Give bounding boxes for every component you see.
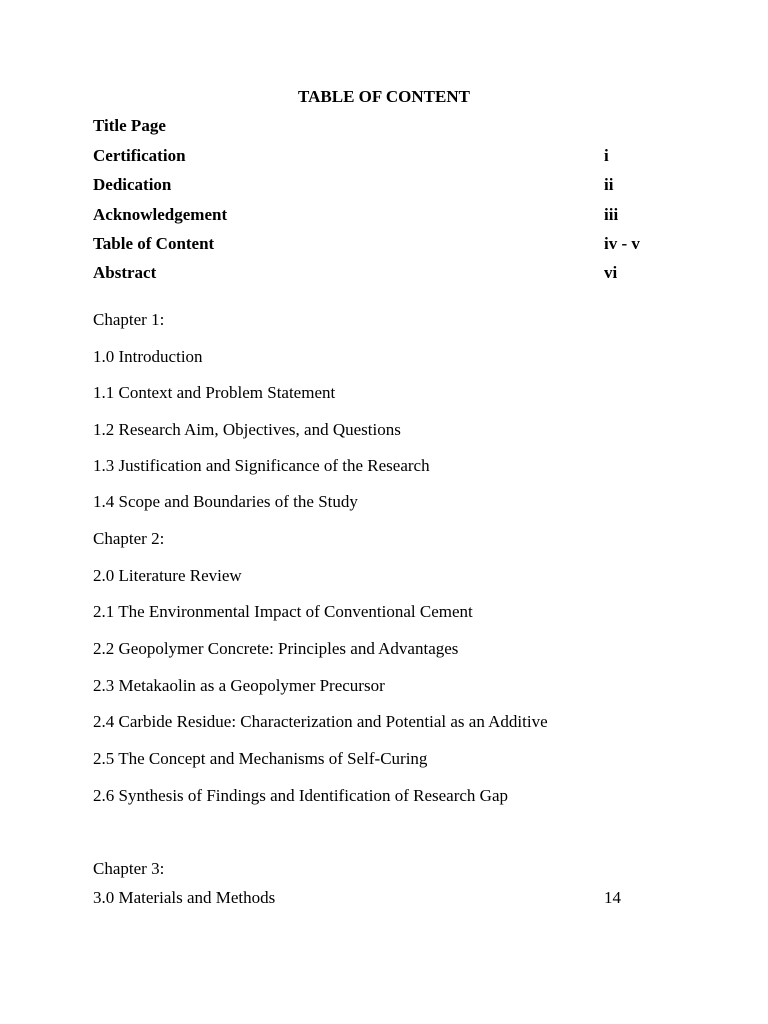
toc-entry-label: 2.2 Geopolymer Concrete: Principles and Advantages [93, 639, 459, 658]
toc-entry [93, 712, 673, 732]
chapter-heading [93, 859, 673, 879]
toc-entry [93, 786, 673, 806]
toc-entry-label: 2.4 Carbide Residue: Characterization and Potential as an Additive [93, 712, 548, 731]
toc-entry [93, 566, 673, 586]
toc-entry [93, 456, 673, 476]
chapter-heading [93, 529, 673, 549]
toc-entry-abstract [93, 263, 673, 283]
chapter-heading-label: Chapter 2: [93, 529, 165, 548]
toc-entry [93, 676, 673, 696]
toc-entry-label: Dedication [93, 175, 172, 194]
toc-entry-title-page [93, 116, 673, 136]
toc-entry-label: Acknowledgement [93, 205, 228, 224]
page-number: iv - v [604, 234, 640, 253]
toc-entry-label: 2.0 Literature Review [93, 566, 242, 585]
toc-entry-label: 2.3 Metakaolin as a Geopolymer Precursor [93, 676, 385, 695]
chapter-heading-label: Chapter 1: [93, 310, 165, 329]
toc-entry [93, 749, 673, 769]
chapter-heading-label: Chapter 3: [93, 859, 165, 878]
toc-entry-label: 1.1 Context and Problem Statement [93, 383, 336, 402]
toc-entry [93, 383, 673, 403]
toc-entry-label: 1.0 Introduction [93, 347, 203, 366]
toc-entry [93, 888, 673, 908]
toc-entry [93, 420, 673, 440]
toc-entry-label: Abstract [93, 263, 157, 282]
toc-entry [93, 492, 673, 512]
toc-entry [93, 639, 673, 659]
toc-entry [93, 602, 673, 622]
toc-entry-label: 1.3 Justification and Significance of the Research [93, 456, 430, 475]
page-title: TABLE OF CONTENT [298, 87, 470, 106]
toc-entry-table-of-content [93, 234, 673, 254]
page-number: iii [604, 205, 619, 224]
toc-entry-label: Certification [93, 146, 186, 165]
page-number: i [604, 146, 609, 165]
page-number: 14 [604, 888, 621, 907]
toc-entry-label: 2.1 The Environmental Impact of Conventional Cement [93, 602, 473, 621]
page-number: ii [604, 175, 614, 194]
toc-entry-label: 2.5 The Concept and Mechanisms of Self-Curing [93, 749, 428, 768]
toc-entry-label: 3.0 Materials and Methods [93, 888, 276, 907]
toc-entry-certification [93, 146, 673, 166]
toc-entry [93, 347, 673, 367]
toc-entry-label: 1.2 Research Aim, Objectives, and Questions [93, 420, 401, 439]
toc-entry-label: Table of Content [93, 234, 215, 253]
chapter-heading [93, 310, 673, 330]
toc-entry-label: 1.4 Scope and Boundaries of the Study [93, 492, 358, 511]
page-number: vi [604, 263, 618, 282]
toc-entry-label: Title Page [93, 116, 166, 135]
toc-entry-dedication [93, 175, 673, 195]
toc-entry-acknowledgement [93, 205, 673, 225]
toc-entry-label: 2.6 Synthesis of Findings and Identification of Research Gap [93, 786, 509, 805]
